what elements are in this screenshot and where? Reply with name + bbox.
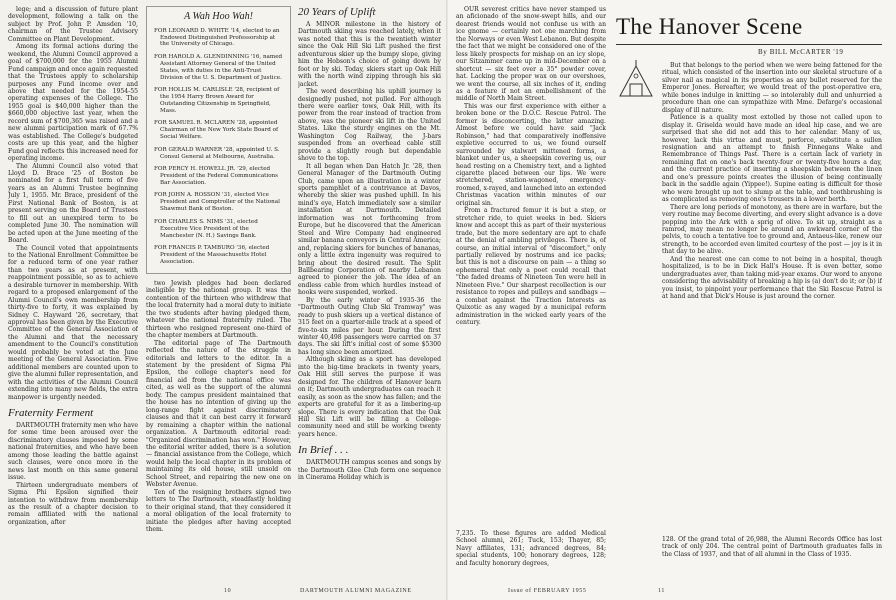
wah-hoo-wah-box <box>146 6 291 274</box>
title-rule <box>616 44 882 45</box>
paragraph: lege; and a discussion of future plant development, following a talk on the subject by Prof. John P. Amsden '10, chairman of the Trustee Advisory Committee on Plant Development. <box>8 6 138 43</box>
left-col-1 <box>8 6 138 566</box>
paragraph: two Jewish pledges had been declared ineligible by the national group. It was the contention of the thirteen who withdrew that the local fraternity had a moral duty to initiate the two students after having pledged them, whatever the national fraternity ruled. The thirteen who resigned represent one-third of the chapter members at Dartmouth. <box>146 280 291 340</box>
paragraph: But that belongs to the period when we were being fattened for the ritual, which consisted of the insertion into our skeletal structure of a silver nail as magical in its properties as any bullet reserved for the Emperor Jones. Hereafter, we would treat of the post-operative era, while bones indulge in knitting — so intolerably dull and unhurried a procedure than one can sympathize with Mme. Defarge's occasional display of ill nature. <box>662 62 882 114</box>
paragraph: The Alumni Council also voted that Lloyd D. Brace '25 of Boston be nominated for a first full term of five years as an Alumni Trustee beginning July 1, 1955. Mr. Brace, president of the First National Bank of Boston, is at present serving on the Board of Trustees to fill out an unexpired term to be completed June 30. The nomination will be acted upon at the June meeting of the Board. <box>8 162 138 245</box>
paragraph: And the nearest one can come to not being in a hospital, though hospitalized, is to be in Dick Hall's House. It is even better, some undergraduates aver, than taking mid-year exams. Our word to anyone considering the advisability of breaking a hip is (a) don't do it; or (b) if you insist, to pinpoint your performance that the Ski Rescue Patrol is at hand and that Dick's House is just around the corner. <box>662 255 882 301</box>
left-page-number: 10 <box>224 588 232 594</box>
paragraph: From a fractured femur it is but a step, or stretcher ride, to quiet weeks in bed. Skiers know and accept this as part of their mysterious trade, but the more sedentary are apt to chafe at the denial of ambling privileges. There is, of course, an initial interval of "discomfort," only partially relieved by nostrums and ice packs; but this is not a discourse on pain — a thing so ephemeral that only a poet could recall that "the faded dreams of Nineteen Ten were hell in Nineteen Five." Our sharpest recollection is our resistance to ropes and pulleys and sandbags — a combat against the Traction Interests as Quixotic as any waged by a municipal reform administration in the wicked early years of the century. <box>456 207 606 327</box>
box-item: FOR GERALD WARNER '28, appointed U. S. Consul General at Melbourne, Australia. <box>154 146 280 160</box>
paragraph: Patience is a quality most extolled by those not called upon to display it. Griselda would have made an ideal hip case, and we are surprised that she did not add this to her calendar. Many of us, however, lack this virtue and must, perforce, substitute a sullen resignation and an attempt to finish Finnegans Wake and Remembrance of Things Past. There is a certain lack of variety in remaining flat on one's back twenty-four or twenty-five hours a day, and the current practice of inserting a sheepskin between the linen and one's pressure points creates the illusion of being continually back in the saddle again (Yippee!). Supine eating is difficult for those who were brought up not to slump at the table, and toothbrushing is as complicated as removing one's trousers in a lower berth. <box>662 114 882 204</box>
paragraph: The editorial page of The Dartmouth reflected the nature of the struggle in editorials and letters to the editor. In a statement by the president of Sigma Phi Epsilon, the college chapter's need for financial aid from the national office was cited, as well as the support of the alumni body. The campus president maintained that the house has no intention of giving up the long-range fight against discriminatory clauses and that it can best carry it forward by remaining a chapter within the national organization. A Dartmouth editorial read: "Organized discrimination has won." However, the editorial writer added, there is a solution — financial assistance from the College, which would help the local chapter in its problem of maintaining its old house, still unsold on School Street, and repairing the new one on Webster Avenue. <box>146 339 291 489</box>
box-item: FOR JOHN A. ROSSON '31, elected Vice President and Comptroller of the National Shawmut Bank of Boston. <box>154 192 280 213</box>
paragraph: OUR severest critics have never stamped us an aficionado of the snow-swept hills, and our dearest friends would not confuse us with an ice gnome — certainly not one marching from the Norways or even West Lebanon. But despite the fact that we might be considered one of the less likely prospects for mishap on an icy slope, our Sitzammer came up in mid-December on a shortcut — six feet over a 35° powder cover, hat. Lacking the proper wax on our overshoes, we went the course, all six inches of it, ending as a feature if not an embellishment of the middle of North Main Street. <box>456 6 606 103</box>
paragraph: DARTMOUTH fraternity men who have for some time been aroused over the discriminatory clauses imposed by some national fraternities, and who have been among those leading the battle against such clauses, were once more in the news last month on this same general issue. <box>8 422 138 482</box>
box-item: FOR HAROLD A. GLENDINNING '16, named Assistant Attorney General of the United States, with duties in the Anti-Trust Division of the U. S. Department of Justice. <box>154 53 283 81</box>
stats-continued-left <box>456 530 606 574</box>
hanover-scene-icon <box>616 58 656 100</box>
box-item: FOR PERCY H. HOWELL JR. '29, elected President of the Federal Communications Bar Association. <box>154 166 279 186</box>
stats-continued-right <box>662 536 882 574</box>
paragraph: Thirteen undergraduate members of Sigma Phi Epsilon signified their intention to withdraw from membership as the result of a chapter decision to remain affiliated with the national organization, after <box>8 481 138 526</box>
right-issue-date: Issue of FEBRUARY 1955 <box>508 588 587 594</box>
article-title: The Hanover Scene <box>616 14 803 39</box>
paragraph: A MINOR milestone in the history of Dartmouth skiing was reached lately, when it was noted that this is the twentieth winter since the Oak Hill Ski Lift pushed the first adventurous skier up the bumpy slope, giving him the Hobson's choice of going down by foot or by ski. Today, skiers start up Oak Hill with the north wind zipping through his ski jacket. <box>298 21 441 88</box>
paragraph: The Council voted that appointments to the National Enrollment Committee be for a reduced term of one year rather than two years as at present, with reappointment possible, so as to achieve a desirable turnover in membership. With regard to a proposed enlargement of the Alumni Council's own membership from thirty-five to forty, it was explained by Sidney C. Hayward '26, secretary, that approval has been given by the Executive Committee of the General Association of the Alumni and that the necessary amendment to the Council's constitution would probably be voted at the June meeting of the General Association. Five additional members are counted upon to give the alumni fuller representation, and with the activities of the Alumni Council extending into many new fields, the extra manpower is urgently needed. <box>8 244 138 401</box>
paragraph: This was our first experience with either a broken bone or the D.O.C. Rescue Patrol. The former is disconcerting, the latter amazing. Almost before we could have said "Jack Robinson," had that comparatively inoffensive expletive occurred to us, we found ourself surrounded by stalwart mittened forms, a blanket under us, a sheepskin covering us, our head resting on a Chemistry text, and a lighted cigarette placed between our lips. We were stretchered, station-wagoned, emergency-roomed, x-rayed, and launched into an extended Christmas vacation within minutes of our original sin. <box>456 102 606 207</box>
paragraph: It all began when Dan Hatch Jr. '28, then General Manager of the Dartmouth Outing Club, came upon an illustration in a winter sports pamphlet of a contrivance at Davos, whereby the skier was pushed uphill. In his mind's eye, Hatch immediately saw a similar installation at Dartmouth. Detailed information was not forthcoming from Europe, but he discovered that the American Steel and Wire Company had engineered similar banana conveyors in Central America; and, replacing skiers for bunches of bananas, only a little extra ingenuity was required to bring about the desired result. The Split Ballbearing Corporation of nearby Lebanon agreed to pioneer the job. The idea of an endless cable from which hurdles instead of hooks were suspended, worked. <box>298 162 441 297</box>
box-item: FOR HOLLIS M. CARLISLE '28, recipient of the 1954 Harry Brown Award for Outstanding Citizenship in Springfield, Mass. <box>154 87 280 114</box>
left-col-3 <box>298 6 441 571</box>
box-title: A Wah Hoo Wah! <box>184 11 253 22</box>
stats-text-left: 7,235. To these figures are added Medical School alumni, 261; Tuck, 153; Thayer, 85; Navy affiliates, 131; advanced degrees, 84; special students, 100; honorary degrees, 128; and faculty honorary degrees, <box>456 530 606 567</box>
stats-text-right: 128. Of the grand total of 26,988, the Alumni Records Office has lost track of only 204. The central point of Dartmouth graduates falls in the Class of 1937, and that of all alumni in the Class of 1935. <box>662 536 882 558</box>
paragraph: By the early winter of 1935-36 the "Dartmouth Outing Club Ski Tramway" was ready to push skiers up a vertical distance of 315 feet on a quarter-mile track at a speed of five-to-six miles per hour. During the first winter 40,498 passengers were carried on 37 days. The ski lift's initial cost of some $5300 has long since been amortized. <box>298 296 441 356</box>
paragraph: Although skiing as a sport has developed into the big-time brackets in twenty years, Oak Hill still serves the purpose it was designed for. The children of Hanover learn on it; Dartmouth undergraduates can reach it easily, as soon as the snow has fallen; and the experts are grateful for it as a limbering-up slope. There is every indication that the Oak Hill Ski Lift will be filling a College-community need and still be working twenty years hence. <box>298 356 441 438</box>
right-page-number: 11 <box>658 588 665 594</box>
fraternity-heading: Fraternity Ferment <box>8 407 94 420</box>
paragraph: DARTMOUTH campus scenes and songs by the Dartmouth Glee Club form one sequence in Cinerama Holiday which is <box>298 459 441 482</box>
left-magazine-name: DARTMOUTH ALUMNI MAGAZINE <box>300 588 412 594</box>
box-item: FOR FRANCIS P. TAMBURO '36, elected President of the Massachusetts Hotel Association. <box>154 245 270 265</box>
uplift-heading: 20 Years of Uplift <box>298 6 376 18</box>
paragraph: There are long periods of monotony, as there are in warfare, but the very routine may become diverting, and every slight advance is a dove popping into the Ark with a sprig of olive. To sit up, straight as a ramrod, may mean no longer be around an awkward corner of the pelvis, to couch a tentative toe to ground and, Antaeus-like, renew our strength, to be accorded even limited courtesy of the post — joy is it in that day to be alive. <box>662 203 882 256</box>
paragraph: Among its formal actions during the weekend, the Alumni Council approved a goal of $700,000 for the 1955 Alumni Fund campaign and once again requested that the Trustees apply to scholarship purposes any Fund income over and above that needed for the 1954-55 operating expenses of the College. The 1955 goal is $40,000 higher than the $660,000 objective last year, when the record sum of $700,365 was raised and a new alumni participation mark of 67.7% was established. The College's budgeted costs are up this year, and the higher Fund goal reflects this increased need for operating income. <box>8 43 138 163</box>
brief-heading: In Brief . . . <box>298 444 349 457</box>
article-byline: By BILL McCARTER '19 <box>758 48 844 56</box>
box-item: FOR SAMUEL R. MCLAREN '28, appointed Chairman of the New York State Board of Social Welfare. <box>154 120 279 141</box>
box-item: FOR LEONARD D. WHITE '14, elected to an Endowed Distinguished Professorship at the University of Chicago. <box>154 27 280 48</box>
box-item: FOR CHARLES S. NIMS '31, elected Executive Vice President of the Manchester (N. H.) Savings Bank. <box>154 218 258 239</box>
right-page <box>448 0 896 600</box>
paragraph: The word describing his uphill journey is designedly pushed, not pulled. For although there were earlier tows, Oak Hill, with its power from the rear instead of traction from above, was the pioneer ski lift in the United States. Like the sturdy engines on the Mt. Washington Cog Railway, the J-bars suspended from an overhead cable still provide a slightly rough but dependable shove to the top. <box>298 88 441 163</box>
paragraph: Ten of the resigning brothers signed two letters to The Dartmouth, steadfastly holding to their original stand, that they considered it a moral obligation of the local fraternity to initiate the pledges after having accepted them. <box>146 488 291 533</box>
left-col-2 <box>146 280 291 572</box>
right-col-1 <box>456 6 606 571</box>
right-col-2 <box>662 62 882 567</box>
